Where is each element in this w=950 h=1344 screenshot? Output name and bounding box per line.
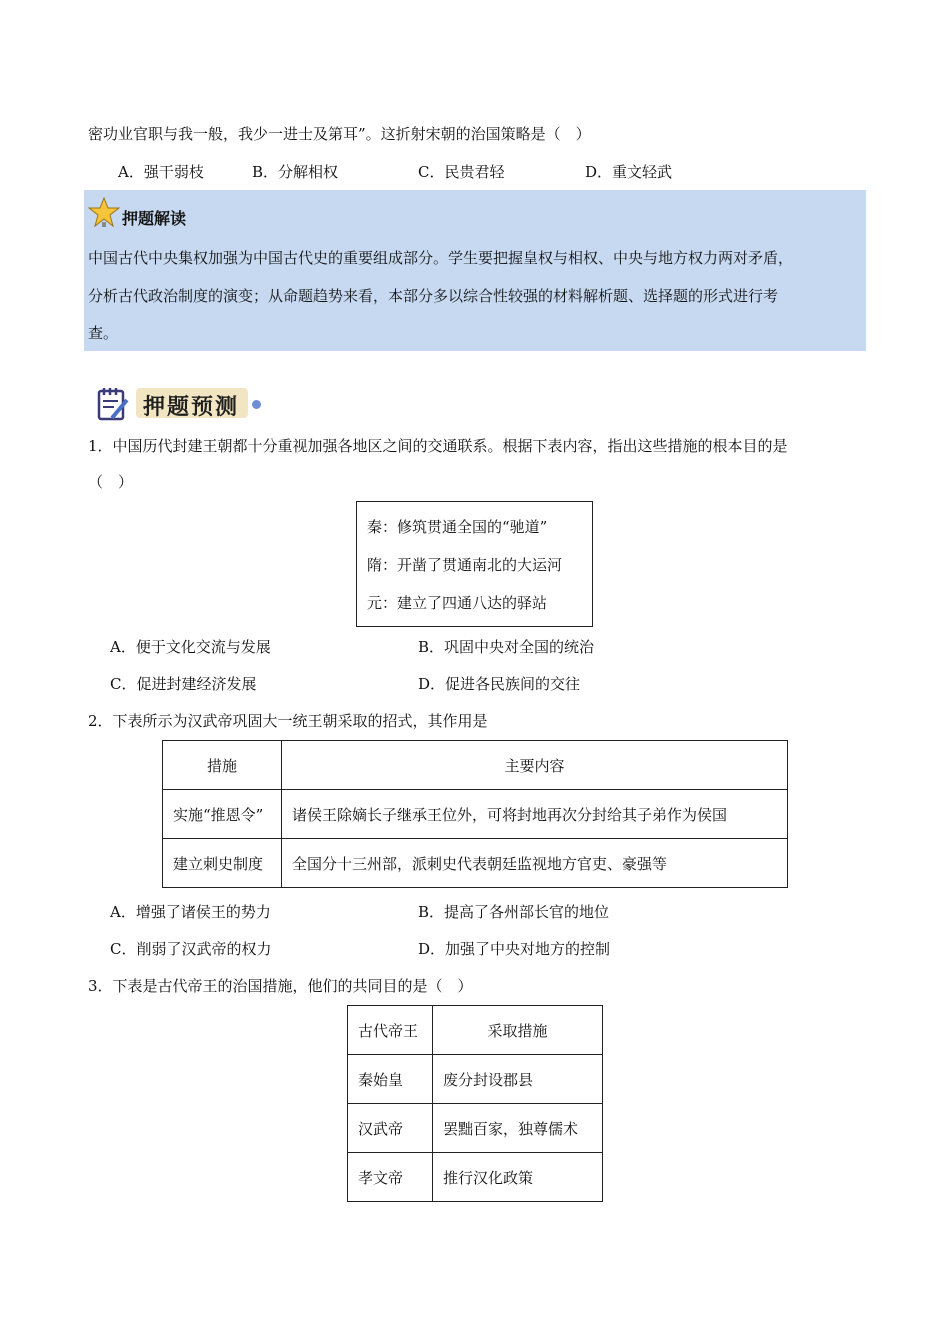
q2-row2-measure: 建立刺史制度 — [163, 839, 282, 888]
q3-stem: 3．下表是古代帝王的治国措施，他们的共同目的是（ ） — [88, 977, 473, 995]
q1-stem-line-1: 1．中国历代封建王朝都十分重视加强各地区之间的交通联系。根据下表内容，指出这些措施的根本目的是 — [88, 437, 788, 455]
table-row — [163, 839, 788, 888]
q2-row2-content: 全国分十三州部，派刺史代表朝廷监视地方官吏、豪强等 — [282, 839, 788, 888]
banner-dot — [252, 400, 261, 409]
q2-header-measure: 措施 — [163, 741, 282, 790]
q1-measures-box — [356, 501, 593, 627]
star-icon — [88, 196, 120, 228]
q1-option-d: D．促进各民族间的交往 — [418, 675, 581, 693]
q2-option-a: A．增强了诸侯王的势力 — [110, 903, 271, 921]
interpret-box — [84, 190, 866, 351]
q1-box-line-1: 秦：修筑贯通全国的“驰道” — [367, 518, 548, 536]
q3-row1-emperor: 秦始皇 — [348, 1055, 433, 1104]
table-row — [348, 1104, 603, 1153]
table-row — [348, 1006, 603, 1055]
q3-table — [347, 1005, 603, 1202]
q2-row1-measure: 实施“推恩令” — [163, 790, 282, 839]
notebook-icon — [96, 386, 130, 422]
intro-line: 密功业官职与我一般，我少一进士及第耳”。这折射宋朝的治国策略是（ ） — [88, 125, 591, 143]
intro-option-a: A．强干弱枝 — [118, 163, 204, 181]
q2-option-c: C．削弱了汉武帝的权力 — [110, 940, 272, 958]
intro-option-c: C．民贵君轻 — [418, 163, 505, 181]
interpret-line-3: 查。 — [88, 324, 119, 342]
predict-banner — [96, 382, 266, 426]
q2-stem: 2．下表所示为汉武帝巩固大一统王朝采取的招式，其作用是 — [88, 712, 488, 730]
q2-option-d: D．加强了中央对地方的控制 — [418, 940, 611, 958]
q1-option-b: B．巩固中央对全国的统治 — [418, 638, 595, 656]
table-row — [348, 1153, 603, 1202]
intro-option-b: B．分解相权 — [252, 163, 339, 181]
interpret-title: 押题解读 — [122, 209, 187, 228]
q1-option-a: A．便于文化交流与发展 — [110, 638, 271, 656]
table-row — [163, 741, 788, 790]
table-row — [348, 1055, 603, 1104]
q2-header-content: 主要内容 — [282, 741, 788, 790]
q3-header-measure: 采取措施 — [433, 1006, 603, 1055]
q3-row2-measure: 罢黜百家，独尊儒术 — [433, 1104, 603, 1153]
q2-table — [162, 740, 788, 888]
q1-box-line-3: 元：建立了四通八达的驿站 — [367, 594, 548, 612]
q3-row3-emperor: 孝文帝 — [348, 1153, 433, 1202]
q3-header-emperor: 古代帝王 — [348, 1006, 433, 1055]
q3-row1-measure: 废分封设郡县 — [433, 1055, 603, 1104]
q1-stem-line-2: （ ） — [88, 473, 134, 491]
table-row — [163, 790, 788, 839]
q1-option-c: C．促进封建经济发展 — [110, 675, 257, 693]
q1-box-line-2: 隋：开凿了贯通南北的大运河 — [367, 556, 563, 574]
interpret-line-2: 分析古代政治制度的演变；从命题趋势来看，本部分多以综合性较强的材料解析题、选择题的形式进行考 — [88, 287, 779, 305]
q3-row2-emperor: 汉武帝 — [348, 1104, 433, 1153]
q2-option-b: B．提高了各州部长官的地位 — [418, 903, 610, 921]
banner-title: 押题预测 — [143, 395, 240, 420]
interpret-line-1: 中国古代中央集权加强为中国古代史的重要组成部分。学生要把握皇权与相权、中央与地方权力两对矛盾， — [88, 249, 794, 267]
intro-option-d: D．重文轻武 — [585, 163, 673, 181]
q3-row3-measure: 推行汉化政策 — [433, 1153, 603, 1202]
q2-row1-content: 诸侯王除嫡长子继承王位外，可将封地再次分封给其子弟作为侯国 — [282, 790, 788, 839]
